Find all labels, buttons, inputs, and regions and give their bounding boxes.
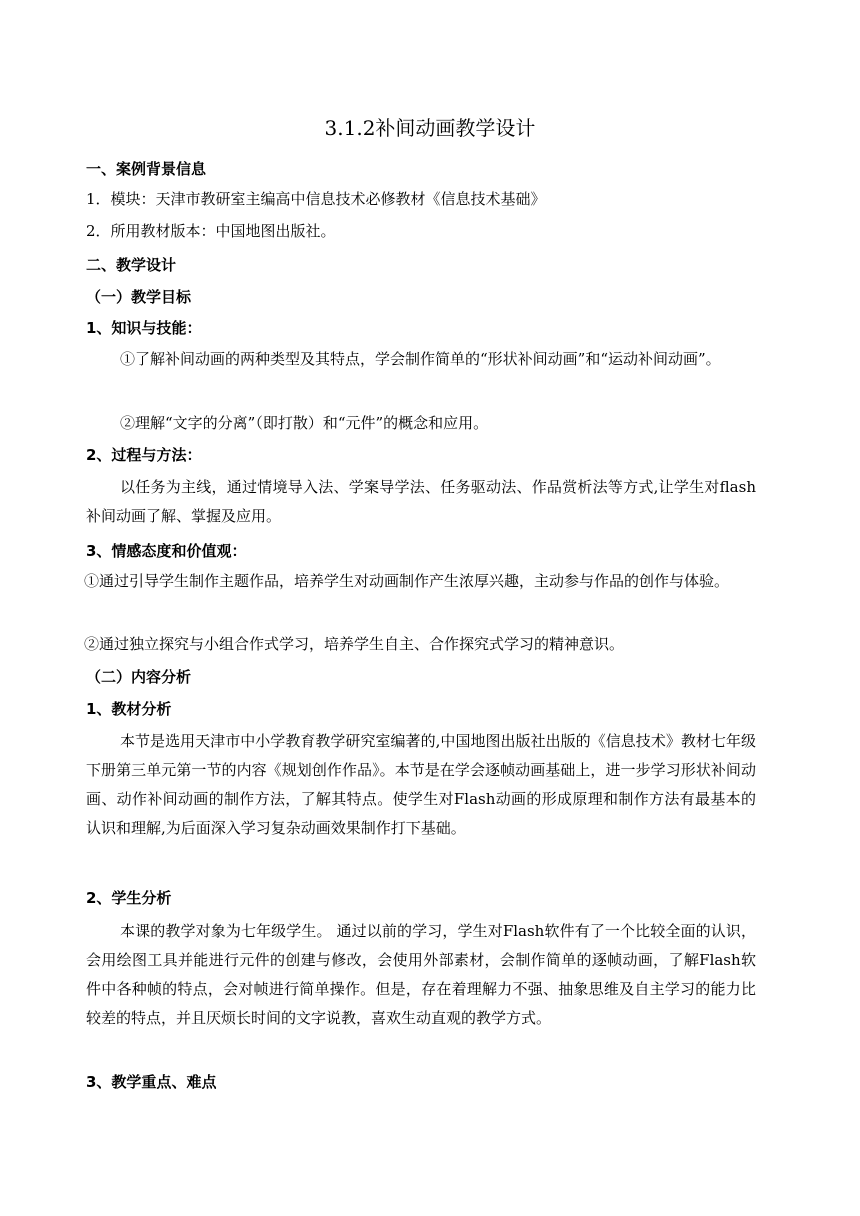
- heading-textbook-analysis: 1、教材分析: [86, 700, 172, 718]
- paragraph-textbook-analysis: 本节是选用天津市中小学教育教学研究室编著的,中国地图出版社出版的《信息技术》教材七年级下册第三单元第一节的内容《规划创作作品》。本节是在学会逐帧动画基础上，进一步学习形状补间动画、动作补间动画的制作方法，了解其特点。使学生对Flash动画的形成原理和制作方法有最基本的认识和理解,为后面深入学习复杂动画效果制作打下基础。: [86, 732, 756, 837]
- heading-student-analysis: 2、学生分析: [86, 889, 172, 907]
- section-heading-design: 二、教学设计: [86, 256, 177, 274]
- list-item-module: 1．模块：天津市教研室主编高中信息技术必修教材《信息技术基础》: [86, 190, 546, 208]
- subsection-heading-content: （二）内容分析: [86, 668, 192, 686]
- document-title: 3.1.2补间动画教学设计: [324, 116, 536, 140]
- section-heading-background: 一、案例背景信息: [86, 160, 207, 178]
- heading-process-method: 2、过程与方法：: [86, 446, 202, 464]
- paragraph-knowledge-1: ①了解补间动画的两种类型及其特点，学会制作简单的“形状补间动画”和“运动补间动画”。: [120, 350, 721, 368]
- subsection-heading-goals: （一）教学目标: [86, 288, 192, 306]
- heading-key-difficult-points: 3、教学重点、难点: [86, 1073, 217, 1091]
- list-item-textbook-version: 2．所用教材版本：中国地图出版社。: [86, 222, 336, 240]
- heading-knowledge-skills: 1、知识与技能：: [86, 319, 202, 337]
- paragraph-knowledge-2: ②理解“文字的分离”（即打散）和“元件”的概念和应用。: [120, 414, 489, 432]
- paragraph-student-analysis: 本课的教学对象为七年级学生。 通过以前的学习，学生对Flash软件有了一个比较全面的认识，会用绘图工具并能进行元件的创建与修改，会使用外部素材，会制作简单的逐帧动画，了解Flash软件中各种帧的特点，会对帧进行简单操作。但是，存在着理解力不强、抽象思维及自主学习的能力比较差的特点，并且厌烦长时间的文字说教，喜欢生动直观的教学方式。: [86, 922, 756, 1027]
- paragraph-emotion-1: ①通过引导学生制作主题作品，培养学生对动画制作产生浓厚兴趣，主动参与作品的创作与体验。: [84, 572, 730, 590]
- paragraph-process: 以任务为主线，通过情境导入法、学案导学法、任务驱动法、作品赏析法等方式,让学生对flash补间动画了解、掌握及应用。: [86, 478, 756, 525]
- paragraph-emotion-2: ②通过独立探究与小组合作式学习，培养学生自主、合作探究式学习的精神意识。: [84, 635, 625, 653]
- heading-emotion-values: 3、情感态度和价值观：: [86, 542, 247, 560]
